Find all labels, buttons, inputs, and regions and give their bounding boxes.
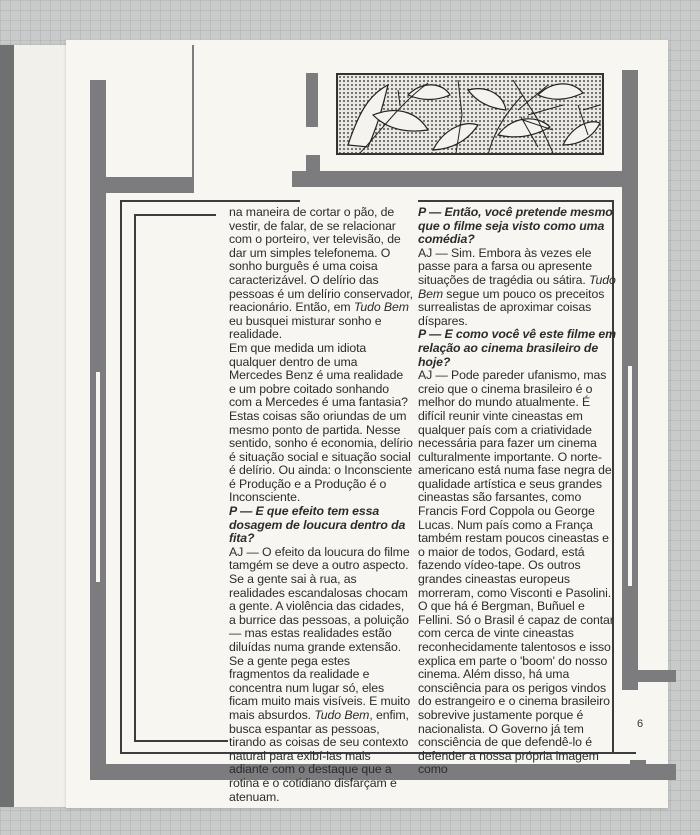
- text-column-left: [229, 206, 413, 804]
- paragraph-text: AJ — Pode pareder ufanismo, mas creio que o cinema brasileiro é o melhor do mundo atualmente. É difícil reunir vinte cineastas em qualquer país com a criatividade necessária para fazer um cinema culturalmente importante. O norte-americano está numa fase negra de qualidade artística e seus grandes cineastas são farsantes, como Francis Ford Coppola ou George Lucas. Num país como a França também restam poucos cineastas e o maior de todos, Godard, está fazendo vídeo-tape. Os outros grandes cineastas europeus morreram, como Visconti e Pasolini. O que há é Bergman, Buñuel e Fellini. Só o Brasil é capaz de contar com cerca de vinte cineastas reconhecidamente talentosos e isso explica em parte o 'boom' do nosso cinema. Além disso, há uma consciência para os perigos vindos do estrangeiro e o cinema brasileiro sobrevive justamente porque é nacionalista. O Governo já tem consciência de que defendê-lo é defender a nossa própria imagem como: [418, 368, 614, 777]
- plant-drawing-icon: [338, 75, 604, 155]
- interview-question: P — E como você vê este filme em relação ao cinema brasileiro de hoje?: [418, 327, 616, 369]
- film-title: Tudo Bem: [353, 300, 409, 315]
- interview-question: P — Então, você pretende mesmo que o filme seja visto como uma comédia?: [418, 205, 613, 247]
- decorative-illustration: [336, 73, 604, 155]
- previous-page-edge: [0, 45, 68, 807]
- paragraph: [418, 369, 618, 777]
- paragraph: [418, 328, 618, 369]
- film-title: Tudo Bem: [314, 707, 370, 722]
- page-number: 6: [637, 718, 644, 730]
- paragraph-text: segue um pouco os preceitos surrealistas de aproximar coisas díspares.: [418, 286, 605, 328]
- paragraph: [229, 206, 413, 342]
- paragraph-text: , enfim, busca espantar as pessoas, tirando as coisas de seu contexto natural para exibí-las mais adiante com o destaque que a rotina e o cotidiano disfarçam e atenuam.: [229, 707, 409, 804]
- paragraph-text: AJ — Sim. Embora às vezes ele passe para a farsa ou apresente situações de tragédia ou sátira.: [418, 245, 592, 287]
- film-title: Tudo Bem: [418, 272, 616, 301]
- text-column-right: [418, 206, 618, 777]
- paragraph: [418, 247, 618, 329]
- paragraph-text: Em que medida um idiota qualquer dentro de uma Mercedes Benz é uma realidade e um pobre coitado sonhando com a Mercedes é uma fantasia? Estas coisas são oriundas de um mesmo ponto de partida. Nesse sentido, sonho é economia, delírio é situação social e situação social é delírio. Ou ainda: o Inconsciente é Produção e a Produção é o Inconsciente.: [229, 340, 413, 505]
- paragraph-text: eu busquei misturar sonho e realidade.: [229, 313, 382, 342]
- previous-page-border: [0, 45, 14, 807]
- interview-question: P — E que efeito tem essa dosagem de loucura dentro da fita?: [229, 504, 406, 546]
- paragraph: [229, 342, 413, 505]
- paragraph: [418, 206, 618, 247]
- paragraph-text: AJ — O efeito da loucura do filme tamgém se deve a outro aspecto. Se a gente sai à rua, as realidades escandalosas chocam a gente. A violência das cidades, a burrice das pessoas, a poluição — mas estas realidades estão diluídas numa grande extensão. Se a gente pega estes fragmentos da realidade e concentra num lugar só, eles ficam muito mais visíveis. E muito mais absurdos.: [229, 544, 411, 722]
- paragraph-text: na maneira de cortar o pão, de vestir, de falar, de se relacionar com o porteiro, ver televisão, de dar um simples telefonema. O sonho burguês é uma coisa caracterizável. O delírio das pessoas é um delírio conservador, reacionário. Então, em: [229, 205, 413, 315]
- paragraph: [229, 546, 413, 804]
- paragraph: [229, 505, 413, 546]
